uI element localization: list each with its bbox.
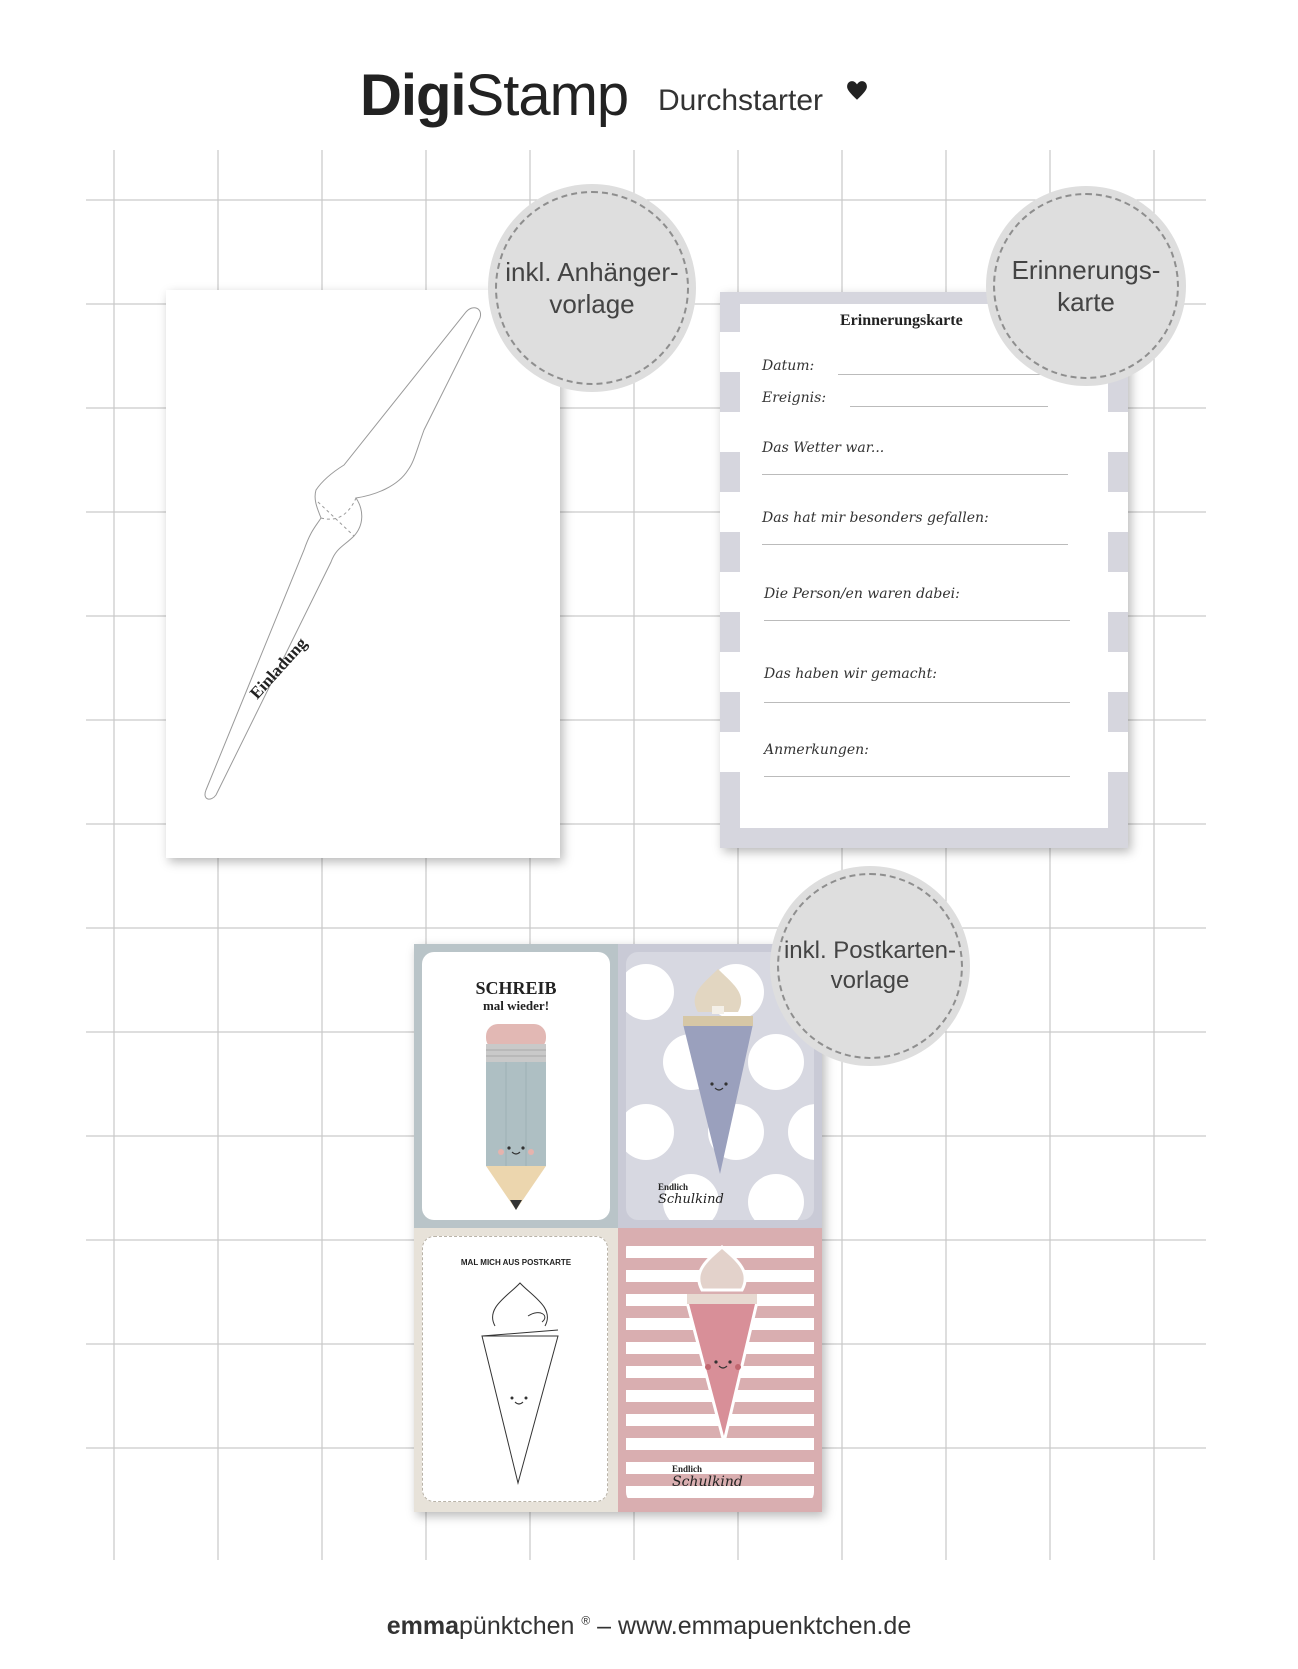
field-anmerkungen-label: Anmerkungen: — [764, 742, 869, 758]
schultuete-outline — [166, 290, 560, 858]
footer-separator: – — [597, 1612, 612, 1640]
postcard-cone-stripes — [618, 1228, 822, 1512]
callout-erinnerung-text: Erinnerungs- karte — [1011, 255, 1161, 317]
postcard-pencil — [414, 944, 618, 1228]
callout-anhaenger — [488, 184, 696, 392]
pencil-heading: SCHREIB — [475, 978, 557, 998]
brand-bold: Digi — [360, 63, 466, 128]
callout-erinnerung — [986, 186, 1186, 386]
callout-postkarten-text: inkl. Postkarten- vorlage — [783, 937, 957, 994]
coloring-heading: MAL MICH AUS POSTKARTE — [460, 1258, 572, 1267]
reminder-title: Erinnerungskarte — [840, 312, 963, 329]
footer — [0, 1612, 1298, 1641]
pencil-subheading: mal wieder! — [482, 998, 550, 1013]
footer-url[interactable]: www.emmapuenktchen.de — [618, 1612, 912, 1640]
field-personen-label: Die Person/en waren dabei: — [764, 586, 960, 602]
page-subtitle: Durchstarter — [658, 84, 824, 117]
field-ereignis-label: Ereignis: — [762, 390, 827, 406]
registered-mark: ® — [581, 1613, 591, 1628]
page-title — [360, 62, 628, 129]
callout-anhaenger-text: inkl. Anhänger- vorlage — [505, 257, 679, 319]
invitation-label: Einladung — [246, 633, 311, 703]
pencil-illustration — [476, 1020, 556, 1216]
cone-illustration-pink — [672, 1242, 772, 1462]
footer-brand-light: pünktchen — [459, 1612, 575, 1640]
postcard-coloring — [414, 1228, 618, 1512]
footer-brand-bold: emma — [386, 1612, 460, 1640]
field-personen-line — [764, 620, 1070, 621]
invitation-card — [166, 290, 560, 858]
cone-illustration-blue — [668, 964, 768, 1194]
field-anmerkungen-line — [764, 776, 1070, 777]
callout-postkarten — [770, 866, 970, 1066]
field-datum-label: Datum: — [762, 358, 815, 374]
field-gemacht-label: Das haben wir gemacht: — [764, 666, 937, 682]
cone2-small-text: Endlich — [672, 1464, 703, 1474]
field-ereignis-line — [850, 406, 1048, 407]
postcards-sheet — [414, 944, 822, 1512]
cone1-small-text: Endlich — [658, 1182, 689, 1192]
reminder-inner — [740, 304, 1108, 828]
field-gefallen-label: Das hat mir besonders gefallen: — [762, 510, 989, 526]
field-datum-line — [838, 374, 1048, 375]
field-gefallen-line — [762, 544, 1068, 545]
cone1-script-text: Schulkind — [658, 1192, 724, 1207]
field-wetter-label: Das Wetter war... — [762, 440, 885, 456]
field-gemacht-line — [764, 702, 1070, 703]
cone2-script-text: Schulkind — [672, 1474, 743, 1490]
heart-icon — [846, 80, 868, 102]
cone-outline-coloring — [470, 1278, 570, 1498]
brand-light: Stamp — [465, 63, 629, 128]
field-wetter-line — [762, 474, 1068, 475]
